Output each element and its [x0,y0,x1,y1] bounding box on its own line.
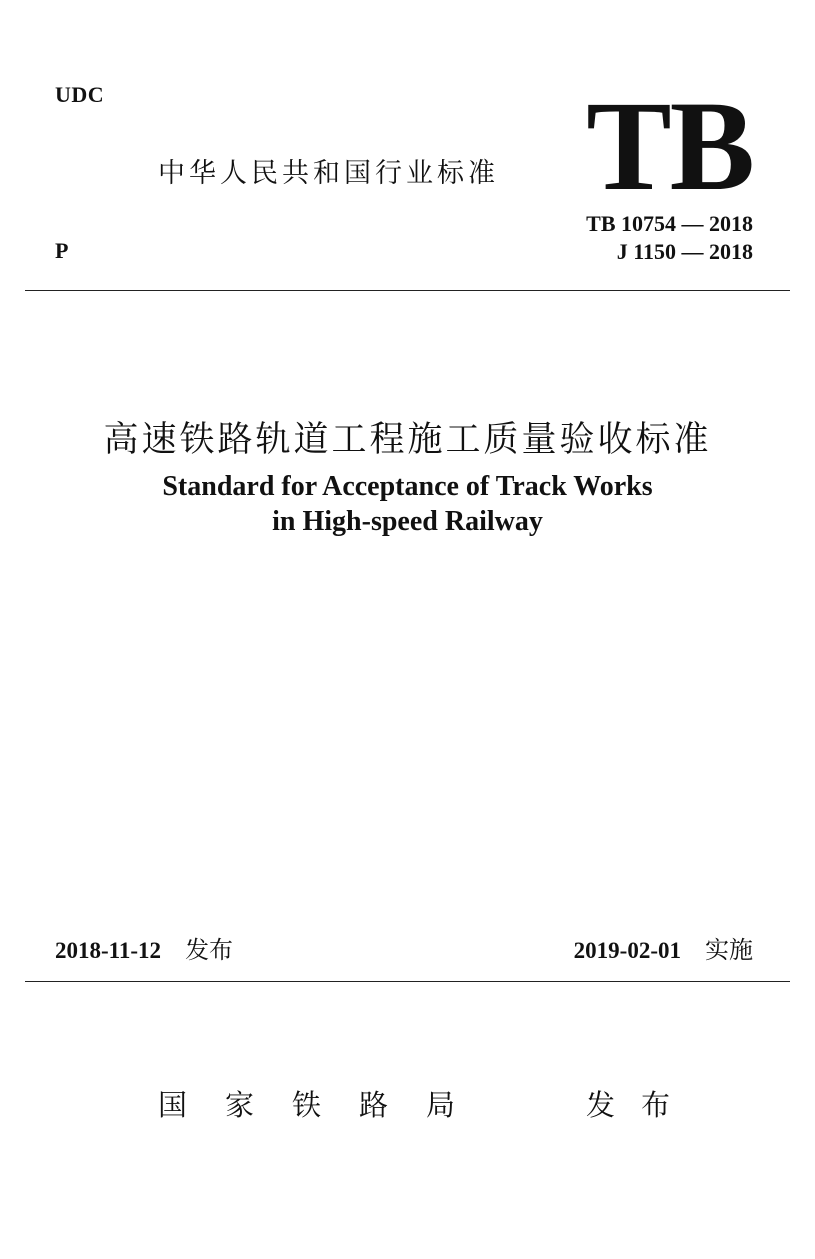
industry-standard-heading: 中华人民共和国行业标准 [158,158,499,189]
udc-label: UDC [55,82,105,107]
issue-label: 发布 [185,936,234,964]
publisher-name: 国家铁路局 [158,1088,494,1122]
effective-label: 实施 [705,936,753,964]
issue-date: 2018-11-12 [55,938,162,963]
code-j: J 1150 — 2018 [616,239,753,264]
title-chinese: 高速铁路轨道工程施工质量验收标准 [103,420,712,460]
effective-date: 2019-02-01 [573,938,681,963]
effective-date-block [574,930,753,965]
classification-label: P [55,238,69,263]
title-english-line2: in High-speed Railway [272,506,543,537]
bottom-divider [25,981,790,982]
standard-codes [586,210,753,266]
code-tb: TB 10754 — 2018 [586,211,753,236]
tb-logo: TB [586,75,753,217]
issue-date-block [55,930,233,965]
title-english-line1: Standard for Acceptance of Track Works [162,471,653,502]
publisher-action: 发布 [586,1088,697,1122]
top-divider [25,290,790,291]
